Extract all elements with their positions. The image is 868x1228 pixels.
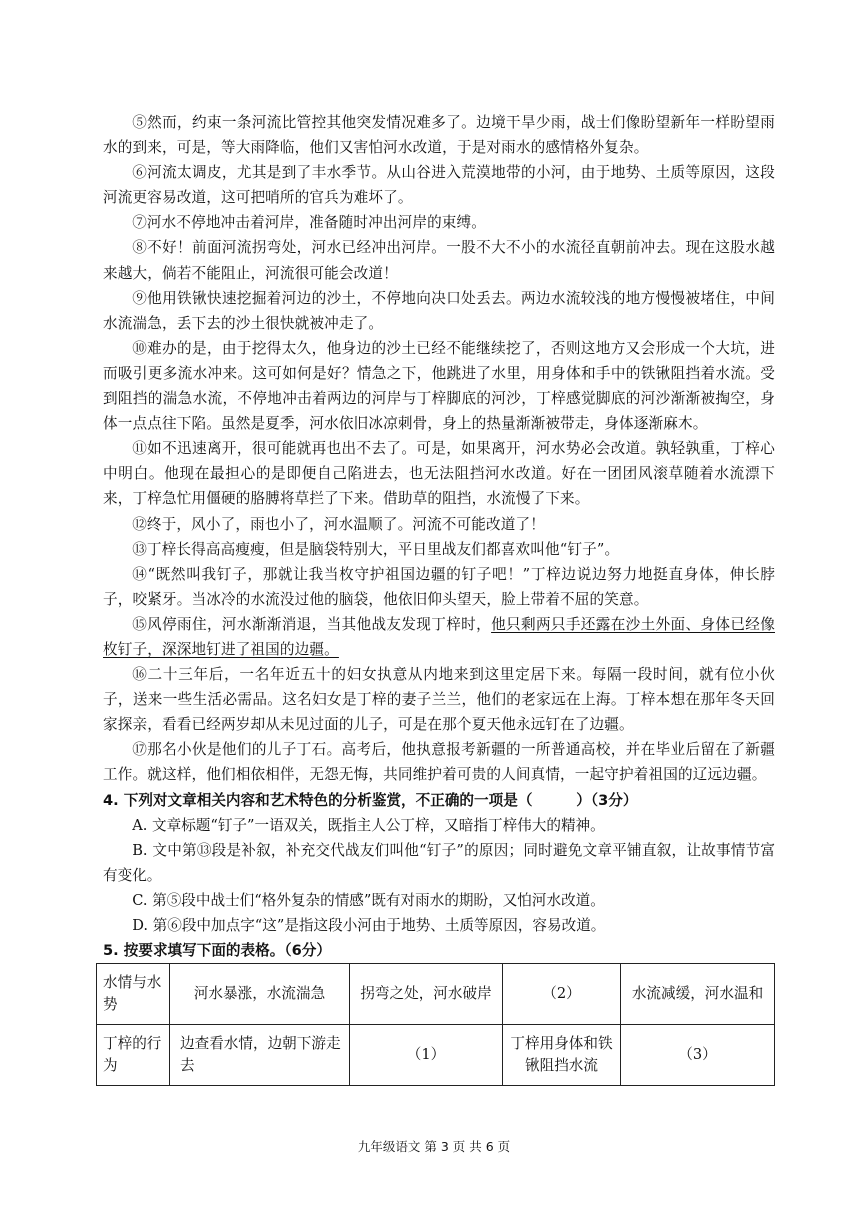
paragraph-12: ⑫终于，风小了，雨也小了，河水温顺了。河流不可能改道了！ xyxy=(132,515,546,533)
paragraph-6: ⑥河流太调皮，尤其是到了丰水季节。从山谷进入荒漠地带的小河，由于地势、土质等原因，这段河流更容易改道，这可把哨所的官兵为难坏了。 xyxy=(103,164,775,207)
table-row xyxy=(97,964,775,1025)
table-cell: 水流减缓，河水温和 xyxy=(621,964,775,1025)
paragraph-8: ⑧不好！前面河流拐弯处，河水已经冲出河岸。一股不大不小的水流径直朝前冲去。现在这股水越来越大，倘若不能阻止，河流很可能会改道！ xyxy=(103,239,775,282)
paragraph-9: ⑨他用铁锹快速挖掘着河边的沙土，不停地向决口处丢去。两边水流较浅的地方慢慢被堵住，中间水流湍急，丢下去的沙土很快就被冲走了。 xyxy=(103,289,775,332)
paragraph-15-text: ⑮风停雨住，河水渐渐消退，当其他战友发现丁梓时， xyxy=(132,615,492,633)
row-header: 丁梓的行为 xyxy=(97,1025,170,1086)
paragraph-11: ⑪如不迅速离开，很可能就再也出不去了。可是，如果离开，河水势必会改道。孰轻孰重，丁梓心中明白。他现在最担心的是即便自己陷进去，也无法阻挡河水改道。好在一团团风滚草随着水流漂下来，丁梓急忙用僵硬的胳膊将草拦了下来。借助草的阻挡，水流慢了下来。 xyxy=(103,440,775,508)
question-4-stem: 4. 下列对文章相关内容和艺术特色的分析鉴赏，不正确的一项是（ ）（3分） xyxy=(103,791,638,809)
table-cell: 河水暴涨，水流湍急 xyxy=(170,964,350,1025)
option-d: D. 第⑥段中加点字“这”是指这段小河由于地势、土质等原因，容易改道。 xyxy=(132,917,606,934)
row-header: 水情与水势 xyxy=(97,964,170,1025)
blank-cell-3[interactable]: （3） xyxy=(621,1025,775,1086)
table-cell: 拐弯之处，河水破岸 xyxy=(350,964,503,1025)
reading-passage xyxy=(103,110,775,963)
question-5-stem: 5. 按要求填写下面的表格。（6分） xyxy=(103,942,331,960)
option-b: B. 文中第⑬段是补叙，补充交代战友们叫他“钉子”的原因；同时避免文章平铺直叙，让故事情节富有变化。 xyxy=(103,841,775,884)
option-c: C. 第⑤段中战士们“格外复杂的情感”既有对雨水的期盼，又怕河水改道。 xyxy=(132,891,605,909)
blank-cell-1[interactable]: （1） xyxy=(350,1025,503,1086)
paragraph-14: ⑭“既然叫我钉子，那就让我当枚守护祖国边疆的钉子吧！”丁梓边说边努力地挺直身体，伸长脖子，咬紧牙。当冰冷的水流没过他的脑袋，他依旧仰头望天，脸上带着不屈的笑意。 xyxy=(103,565,775,608)
paragraph-5: ⑤然而，约束一条河流比管控其他突发情况难多了。边境干旱少雨，战士们像盼望新年一样盼望雨水的到来，可是，等大雨降临，他们又害怕河水改道，于是对雨水的感情格外复杂。 xyxy=(103,114,775,157)
underlined-sentence: 他只剩两只手还露在沙土外面、身体已经像枚钉子，深深地钉进了祖国的边疆。 xyxy=(103,615,775,658)
blank-cell-2[interactable]: （2） xyxy=(503,964,621,1025)
paragraph-17: ⑰那名小伙是他们的儿子丁石。高考后，他执意报考新疆的一所普通高校，并在毕业后留在了新疆工作。就这样，他们相依相伴，无怨无悔，共同维护着可贵的人间真情，一起守护着祖国的辽远边疆。 xyxy=(103,741,775,784)
paragraph-13: ⑬丁梓长得高高瘦瘦，但是脑袋特别大，平日里战友们都喜欢叫他“钉子”。 xyxy=(132,540,620,558)
table-cell: 丁梓用身体和铁锹阻挡水流 xyxy=(503,1025,621,1086)
paragraph-15 xyxy=(103,612,775,662)
page-footer: 九年级语文 第 3 页 共 6 页 xyxy=(357,1139,511,1154)
table-cell: 边查看水情，边朝下游走去 xyxy=(170,1025,350,1086)
paragraph-10: ⑩难办的是，由于挖得太久，他身边的沙土已经不能继续挖了，否则这地方又会形成一个大坑，进而吸引更多流水冲来。这可如何是好？情急之下，他跳进了水里，用身体和手中的铁锹阻挡着水流。受到阻挡的湍急水流，不停地冲击着两边的河岸与丁梓脚底的河沙，丁梓感觉脚底的河沙渐渐被掏空，身体一点点往下陷。虽然是夏季，河水依旧冰凉刺骨，身上的热量渐渐被带走，身体逐渐麻木。 xyxy=(103,339,775,433)
option-a: A. 文章标题“钉子”一语双关，既指主人公丁梓，又暗指丁梓伟大的精神。 xyxy=(132,816,605,834)
paragraph-16: ⑯二十三年后，一名年近五十的妇女执意从内地来到这里定居下来。每隔一段时间，就有位小伙子，送来一些生活必需品。这名妇女是丁梓的妻子兰兰，他们的老家远在上海。丁梓本想在那年冬天回家探亲，看看已经两岁却从未见过面的儿子，可是在那个夏天他永远钉在了边疆。 xyxy=(103,666,775,734)
answer-table xyxy=(96,963,775,1086)
paragraph-7: ⑦河水不停地冲击着河岸，准备随时冲出河岸的束缚。 xyxy=(132,214,487,232)
table-row xyxy=(97,1025,775,1086)
